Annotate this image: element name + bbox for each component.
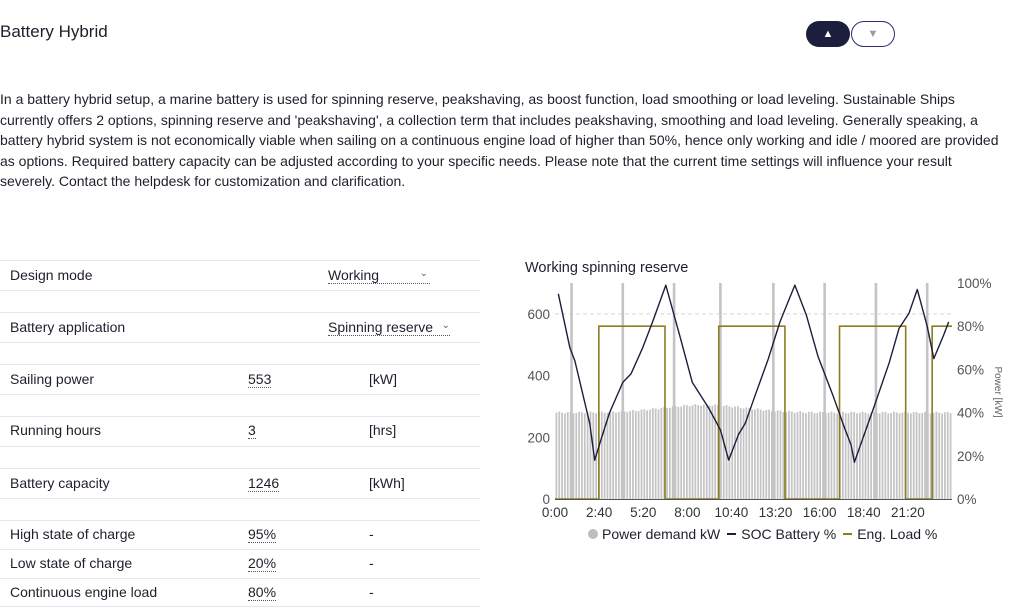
high-soc-label: High state of charge xyxy=(10,526,136,542)
power-demand-bar xyxy=(692,405,694,499)
power-demand-spike-bar xyxy=(570,283,573,499)
power-demand-bar xyxy=(652,408,654,499)
legend-soc-battery[interactable] xyxy=(727,526,836,542)
power-demand-bar xyxy=(757,408,759,499)
expand-down-button[interactable]: ▼ xyxy=(851,21,895,47)
high-soc-unit: - xyxy=(369,526,374,542)
y-right-tick-label: 80% xyxy=(957,319,985,335)
power-demand-bar xyxy=(944,412,946,499)
sailing-power-unit: [kW] xyxy=(369,371,397,387)
power-demand-bar xyxy=(686,405,688,499)
power-demand-bar xyxy=(899,414,901,499)
spacer-row xyxy=(0,446,480,468)
power-demand-bar xyxy=(950,413,952,499)
low-soc-label: Low state of charge xyxy=(10,555,133,571)
power-demand-bar xyxy=(845,413,847,499)
power-demand-bar xyxy=(615,413,617,499)
battery-capacity-label: Battery capacity xyxy=(10,475,110,491)
low-soc-unit: - xyxy=(369,555,374,571)
power-demand-bar xyxy=(819,412,821,499)
power-demand-bar xyxy=(882,412,884,499)
power-demand-bar xyxy=(723,406,725,499)
power-demand-bar xyxy=(607,413,609,499)
power-demand-bar xyxy=(612,411,614,499)
high-soc-row xyxy=(0,520,480,549)
running-hours-label: Running hours xyxy=(10,422,102,438)
power-demand-bar xyxy=(658,409,660,499)
power-demand-bar xyxy=(814,413,816,499)
power-demand-bar xyxy=(581,412,583,499)
power-demand-bar xyxy=(575,413,577,499)
power-demand-bar xyxy=(919,413,921,499)
power-demand-bar xyxy=(947,412,949,499)
power-demand-bar xyxy=(862,412,864,499)
power-demand-bar xyxy=(941,413,943,499)
power-demand-bar xyxy=(765,410,767,499)
power-demand-bar xyxy=(924,412,926,499)
power-demand-bar xyxy=(740,408,742,499)
description-text: In a battery hybrid setup, a marine battery is used for spinning reserve, peakshaving, as boost function, load smoothing or load leveling. Sustainable Ships currently offers 2 options, spinning reserve and 'peakshaving', a collection term that includes peakshaving, smoothing and load leveling. Generally speaking, a battery hybrid system is not economically viable when sailing on a continuous engine load of higher than 50%, hence only working and idle / moored are provided as options. Required battery capacity can be adjusted according to your specific needs. Please note that the current time settings will influence your result severely. Contact the helpdesk for customization and clarification. xyxy=(0,91,999,189)
power-demand-bar xyxy=(930,414,932,499)
power-demand-bar xyxy=(683,405,685,499)
power-demand-bar xyxy=(703,404,705,499)
power-demand-bar xyxy=(802,412,804,499)
power-demand-bar xyxy=(655,409,657,499)
power-demand-bar xyxy=(643,409,645,499)
y-right-tick-label: 60% xyxy=(957,362,985,378)
power-demand-bar xyxy=(689,406,691,499)
continuous-engine-load-input[interactable]: 80% xyxy=(248,584,277,600)
power-demand-bar xyxy=(848,413,850,499)
chart-title: Working spinning reserve xyxy=(525,260,689,276)
power-demand-bar xyxy=(697,405,699,499)
y-right-tick-label: 0% xyxy=(957,492,977,507)
chart-legend xyxy=(588,526,944,542)
x-tick-label: 13:20 xyxy=(758,505,793,520)
collapse-up-button[interactable]: ▲ xyxy=(806,21,850,47)
running-hours-row xyxy=(0,416,480,446)
power-demand-bar xyxy=(709,406,711,499)
high-soc-input[interactable]: 95% xyxy=(248,526,277,542)
power-demand-bar xyxy=(791,412,793,499)
power-demand-bar xyxy=(677,407,679,499)
power-demand-bar xyxy=(893,412,895,499)
power-demand-bar xyxy=(797,412,799,499)
collapse-toggle-group xyxy=(806,21,895,47)
y-left-tick-label: 600 xyxy=(527,306,550,322)
power-demand-bar xyxy=(831,412,833,499)
power-demand-bar xyxy=(748,408,750,499)
power-demand-spike-bar xyxy=(823,283,826,499)
x-tick-label: 16:00 xyxy=(802,505,837,520)
legend-soc-battery-label: SOC Battery % xyxy=(741,526,837,542)
power-demand-bar xyxy=(680,407,682,499)
battery-capacity-row xyxy=(0,468,480,498)
parameters-table xyxy=(0,260,480,607)
battery-application-select[interactable] xyxy=(328,319,450,336)
line-marker-icon xyxy=(727,533,736,535)
power-demand-bar xyxy=(584,413,586,499)
x-tick-label: 18:40 xyxy=(846,505,881,520)
sailing-power-label: Sailing power xyxy=(10,371,95,387)
sailing-power-input[interactable]: 553 xyxy=(248,371,272,387)
power-demand-bar xyxy=(618,412,620,499)
power-demand-bar xyxy=(816,413,818,499)
design-mode-value: Working xyxy=(328,267,380,283)
power-demand-bar xyxy=(870,412,872,499)
power-demand-bar xyxy=(865,413,867,499)
power-demand-bar xyxy=(808,412,810,499)
power-demand-bar xyxy=(609,411,611,499)
legend-power-demand-label: Power demand kW xyxy=(602,526,721,542)
battery-chart xyxy=(515,270,1014,526)
power-demand-bar xyxy=(669,408,671,499)
power-demand-bar xyxy=(768,410,770,499)
design-mode-select[interactable] xyxy=(328,267,430,284)
power-demand-bar xyxy=(706,404,708,499)
power-demand-bar xyxy=(751,410,753,499)
power-demand-bar xyxy=(754,409,756,499)
power-demand-bar xyxy=(805,413,807,499)
power-demand-bar xyxy=(828,413,830,499)
power-demand-bar xyxy=(901,413,903,499)
power-demand-bar xyxy=(890,413,892,499)
power-demand-bar xyxy=(649,410,651,499)
power-demand-bar xyxy=(887,413,889,499)
power-demand-bar xyxy=(884,412,886,499)
power-demand-bar xyxy=(794,413,796,499)
power-demand-spike-bar xyxy=(926,283,929,499)
design-mode-row xyxy=(0,260,480,290)
power-demand-bar xyxy=(859,413,861,499)
x-tick-label: 5:20 xyxy=(630,505,657,520)
power-demand-bar xyxy=(666,408,668,499)
power-demand-bar xyxy=(799,411,801,499)
x-tick-label: 2:40 xyxy=(585,505,613,520)
battery-application-row xyxy=(0,312,480,342)
legend-eng-load[interactable] xyxy=(843,526,937,542)
power-demand-bar xyxy=(879,413,881,499)
x-tick-label: 8:00 xyxy=(674,505,701,520)
battery-capacity-input[interactable]: 1246 xyxy=(248,475,280,491)
battery-application-value: Spinning reserve xyxy=(328,319,434,335)
power-demand-spike-bar xyxy=(622,283,625,499)
low-soc-row xyxy=(0,549,480,578)
page-title: Battery Hybrid xyxy=(0,22,108,41)
x-tick-label: 0:00 xyxy=(541,505,569,520)
continuous-engine-load-unit: - xyxy=(369,584,374,600)
power-demand-bar xyxy=(729,406,731,499)
circle-marker-icon xyxy=(588,529,598,539)
y-left-tick-label: 200 xyxy=(527,430,550,446)
power-demand-bar xyxy=(564,413,566,499)
power-demand-bar xyxy=(850,412,852,499)
sailing-power-row xyxy=(0,364,480,394)
y-left-tick-label: 0 xyxy=(542,492,550,507)
y-right-tick-label: 100% xyxy=(957,276,992,291)
power-demand-spike-bar xyxy=(772,283,775,499)
battery-application-label: Battery application xyxy=(10,319,126,335)
x-tick-label: 10:40 xyxy=(714,505,749,520)
y-right-axis-title: Power [kW] xyxy=(992,366,1003,418)
spacer-row xyxy=(0,498,480,520)
power-demand-bar xyxy=(936,412,938,499)
power-demand-bar xyxy=(910,413,912,499)
power-demand-bar xyxy=(626,412,628,499)
spacer-row xyxy=(0,290,480,312)
power-demand-bar xyxy=(743,409,745,499)
y-right-tick-label: 20% xyxy=(957,448,985,464)
x-tick-label: 21:20 xyxy=(890,505,925,520)
power-demand-bar xyxy=(578,412,580,499)
power-demand-bar xyxy=(782,412,784,499)
power-demand-spike-bar xyxy=(875,283,878,499)
power-demand-bar xyxy=(638,411,640,499)
spacer-row xyxy=(0,342,480,364)
power-demand-bar xyxy=(700,406,702,499)
power-demand-bar xyxy=(896,412,898,499)
soc-battery-line xyxy=(558,285,948,462)
y-left-tick-label: 400 xyxy=(527,368,550,384)
chevron-down-icon: ⌄ xyxy=(419,268,428,279)
power-demand-bar xyxy=(921,413,923,499)
running-hours-unit: [hrs] xyxy=(369,422,397,438)
power-demand-bar xyxy=(660,408,662,499)
continuous-engine-load-row xyxy=(0,578,480,607)
design-mode-label: Design mode xyxy=(10,267,93,283)
power-demand-bar xyxy=(916,412,918,499)
chevron-down-icon: ⌄ xyxy=(441,320,450,331)
power-demand-bar xyxy=(561,413,563,499)
power-demand-bar xyxy=(763,411,765,499)
power-demand-bar xyxy=(811,412,813,499)
power-demand-bar xyxy=(907,413,909,499)
y-right-tick-label: 40% xyxy=(957,405,985,421)
power-demand-bar xyxy=(635,411,637,499)
power-demand-bar xyxy=(933,413,935,499)
power-demand-bar xyxy=(641,410,643,499)
power-demand-bar xyxy=(632,410,634,499)
power-demand-bar xyxy=(712,406,714,499)
line-marker-icon xyxy=(843,533,852,535)
power-demand-bar xyxy=(567,412,569,499)
continuous-engine-load-label: Continuous engine load xyxy=(10,584,158,600)
power-demand-bar xyxy=(833,413,835,499)
low-soc-input[interactable]: 20% xyxy=(248,555,277,571)
power-demand-bar xyxy=(629,411,631,499)
power-demand-bar xyxy=(913,412,915,499)
power-demand-bar xyxy=(734,407,736,499)
power-demand-bar xyxy=(601,411,603,499)
power-demand-bar xyxy=(737,406,739,499)
power-demand-bar xyxy=(777,411,779,499)
power-demand-bar xyxy=(694,404,696,499)
power-demand-bar xyxy=(760,410,762,499)
power-demand-bar xyxy=(646,410,648,499)
power-demand-bar xyxy=(556,413,558,499)
power-demand-bar xyxy=(836,413,838,499)
power-demand-bar xyxy=(788,411,790,499)
power-demand-bar xyxy=(587,413,589,499)
power-demand-bar xyxy=(558,412,560,499)
battery-capacity-unit: [kWh] xyxy=(369,475,405,491)
running-hours-input[interactable]: 3 xyxy=(248,422,256,438)
spacer-row xyxy=(0,394,480,416)
legend-power-demand[interactable] xyxy=(588,526,720,542)
power-demand-bar xyxy=(938,413,940,499)
legend-eng-load-label: Eng. Load % xyxy=(857,526,938,542)
power-demand-bar xyxy=(780,411,782,499)
